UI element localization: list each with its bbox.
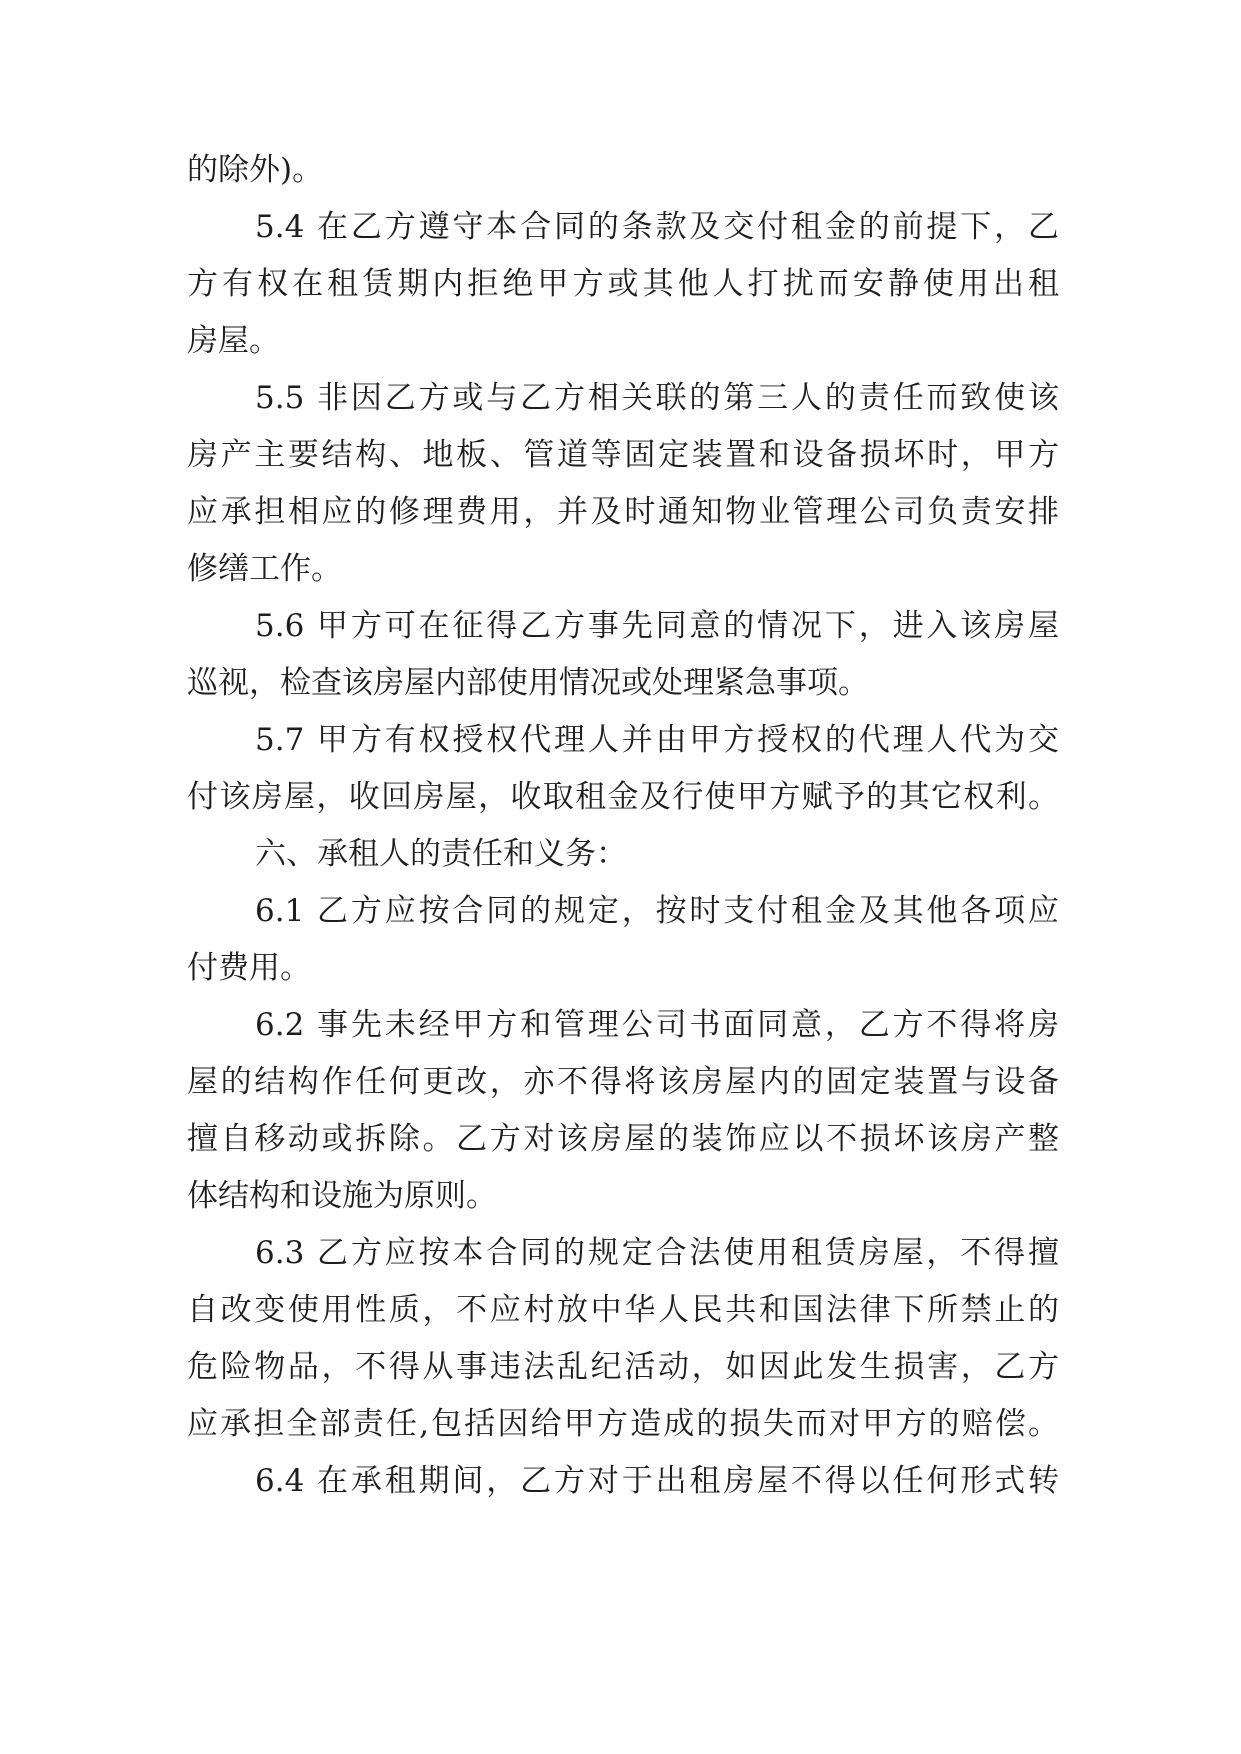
text-line: 的除外)。	[187, 152, 324, 188]
clause-5-4: 5.4 在乙方遵守本合同的条款及交付租金的前提下，乙	[255, 209, 1059, 245]
text-line: 应承担全部责任,包括因给甲方造成的损失而对甲方的赔偿。	[187, 1406, 1059, 1442]
text-line: 付该房屋，收回房屋，收取租金及行使甲方赋予的其它权利。	[187, 779, 1059, 815]
text-line: 付费用。	[187, 950, 311, 986]
text-line: 房屋。	[187, 323, 280, 359]
text-line: 危险物品，不得从事违法乱纪活动，如因此发生损害，乙方	[187, 1349, 1059, 1385]
clause-5-6: 5.6 甲方可在征得乙方事先同意的情况下，进入该房屋	[255, 608, 1059, 644]
clause-6-3: 6.3 乙方应按本合同的规定合法使用租赁房屋，不得擅	[255, 1235, 1059, 1271]
clause-6-4: 6.4 在承租期间，乙方对于出租房屋不得以任何形式转	[255, 1463, 1059, 1499]
text-line: 方有权在租赁期内拒绝甲方或其他人打扰而安静使用出租	[187, 266, 1059, 302]
text-line: 擅自移动或拆除。乙方对该房屋的装饰应以不损坏该房产整	[187, 1121, 1059, 1157]
text-line: 屋的结构作任何更改，亦不得将该房屋内的固定装置与设备	[187, 1064, 1059, 1100]
text-line: 体结构和设施为原则。	[187, 1178, 497, 1214]
clause-6-2: 6.2 事先未经甲方和管理公司书面同意，乙方不得将房	[255, 1007, 1059, 1043]
clause-5-7: 5.7 甲方有权授权代理人并由甲方授权的代理人代为交	[255, 722, 1059, 758]
section-heading-6: 六、承租人的责任和义务：	[255, 836, 627, 872]
text-line: 巡视，检查该房屋内部使用情况或处理紧急事项。	[187, 665, 869, 701]
clause-6-1: 6.1 乙方应按合同的规定，按时支付租金及其他各项应	[255, 893, 1059, 929]
clause-5-5: 5.5 非因乙方或与乙方相关联的第三人的责任而致使该	[255, 380, 1059, 416]
text-line: 修缮工作。	[187, 551, 342, 587]
text-line: 自改变使用性质，不应村放中华人民共和国法律下所禁止的	[187, 1292, 1059, 1328]
text-line: 应承担相应的修理费用，并及时通知物业管理公司负责安排	[187, 494, 1059, 530]
text-line: 房产主要结构、地板、管道等固定装置和设备损坏时，甲方	[187, 437, 1059, 473]
